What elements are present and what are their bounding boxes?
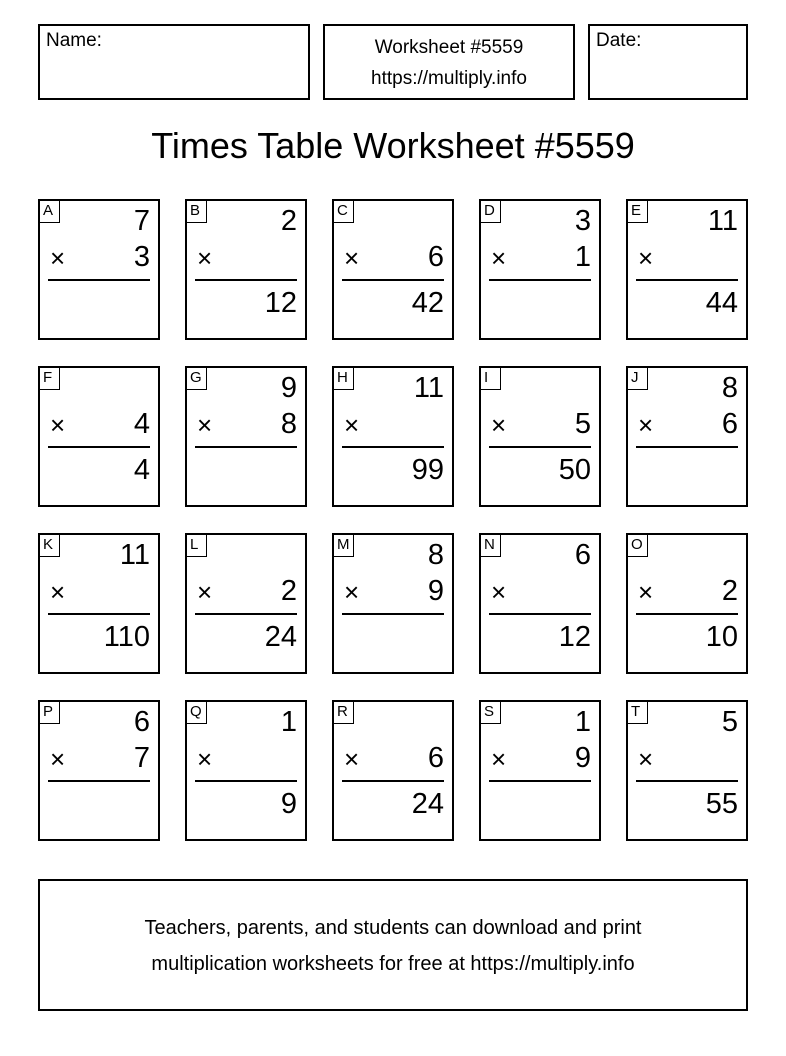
problem-card[interactable] — [479, 199, 601, 340]
name-label: Name: — [46, 30, 102, 51]
product: 99 — [411, 454, 444, 486]
problem-card[interactable] — [38, 366, 160, 507]
problem-card[interactable] — [332, 366, 454, 507]
product: 4 — [133, 454, 150, 486]
problem-card[interactable] — [185, 700, 307, 841]
problem-letter: O — [628, 535, 648, 557]
product: 44 — [705, 287, 738, 319]
problem-card[interactable] — [332, 533, 454, 674]
multiplicand: 11 — [707, 205, 738, 237]
multiplier: 6 — [427, 742, 444, 774]
problem-letter: N — [481, 535, 501, 557]
multiplier: 5 — [574, 408, 591, 440]
problem-letter: H — [334, 368, 354, 390]
multiplier: 4 — [133, 408, 150, 440]
multiplicand: 11 — [413, 372, 444, 404]
problem-letter: E — [628, 201, 648, 223]
problem-card[interactable] — [38, 533, 160, 674]
problem-letter: S — [481, 702, 501, 724]
problem-card[interactable] — [185, 533, 307, 674]
times-sign: × — [638, 410, 654, 440]
multiplicand: 7 — [133, 205, 150, 237]
multiplier: 9 — [574, 742, 591, 774]
multiplier: 9 — [427, 575, 444, 607]
multiplicand: 11 — [119, 539, 150, 571]
multiplier: 6 — [721, 408, 738, 440]
footer-line-1: Teachers, parents, and students can download and print — [144, 917, 642, 939]
answer-rule — [48, 613, 150, 615]
times-sign: × — [50, 410, 66, 440]
multiplier: 1 — [574, 241, 591, 273]
problem-letter: L — [187, 535, 207, 557]
multiplier: 3 — [133, 241, 150, 273]
multiplicand: 1 — [574, 706, 591, 738]
problem-card[interactable] — [626, 199, 748, 340]
problem-letter: C — [334, 201, 354, 223]
answer-rule — [489, 780, 591, 782]
problem-card[interactable] — [626, 533, 748, 674]
problem-card[interactable] — [332, 700, 454, 841]
answer-rule — [489, 613, 591, 615]
product: 42 — [411, 287, 444, 319]
problem-letter: T — [628, 702, 648, 724]
answer-rule — [342, 613, 444, 615]
product: 24 — [411, 788, 444, 820]
page-title: Times Table Worksheet #5559 — [151, 125, 635, 166]
problem-letter: R — [334, 702, 354, 724]
times-sign: × — [638, 744, 654, 774]
times-sign: × — [344, 744, 360, 774]
multiplier: 7 — [133, 742, 150, 774]
problem-letter: D — [481, 201, 501, 223]
problem-letter: M — [334, 535, 354, 557]
answer-rule — [342, 446, 444, 448]
times-sign: × — [491, 577, 507, 607]
product: 110 — [103, 621, 150, 653]
answer-rule — [489, 446, 591, 448]
answer-rule — [48, 446, 150, 448]
problem-card[interactable] — [479, 533, 601, 674]
answer-rule — [195, 279, 297, 281]
multiplier: 2 — [280, 575, 297, 607]
multiplier: 6 — [427, 241, 444, 273]
answer-rule — [342, 279, 444, 281]
answer-rule — [195, 780, 297, 782]
product: 50 — [558, 454, 591, 486]
problem-letter: I — [481, 368, 501, 390]
times-sign: × — [50, 577, 66, 607]
multiplicand: 8 — [721, 372, 738, 404]
answer-rule — [195, 446, 297, 448]
answer-rule — [636, 446, 738, 448]
problem-card[interactable] — [38, 700, 160, 841]
worksheet-url: https://multiply.info — [371, 68, 527, 89]
problem-letter: Q — [187, 702, 207, 724]
problem-card[interactable] — [185, 366, 307, 507]
times-sign: × — [197, 744, 213, 774]
footer-box — [38, 879, 748, 1011]
answer-rule — [636, 279, 738, 281]
multiplicand: 3 — [574, 205, 591, 237]
answer-rule — [48, 279, 150, 281]
product: 24 — [264, 621, 297, 653]
product: 10 — [705, 621, 738, 653]
times-sign: × — [491, 744, 507, 774]
times-sign: × — [344, 410, 360, 440]
problem-card[interactable] — [185, 199, 307, 340]
problem-card[interactable] — [626, 700, 748, 841]
multiplicand: 6 — [133, 706, 150, 738]
times-sign: × — [344, 577, 360, 607]
multiplicand: 8 — [427, 539, 444, 571]
footer-line-2: multiplication worksheets for free at https://multiply.info — [151, 953, 635, 975]
times-sign: × — [197, 577, 213, 607]
problem-letter: J — [628, 368, 648, 390]
problem-letter: F — [40, 368, 60, 390]
problem-card[interactable] — [479, 700, 601, 841]
multiplicand: 9 — [280, 372, 297, 404]
product: 12 — [558, 621, 591, 653]
problem-letter: B — [187, 201, 207, 223]
answer-rule — [48, 780, 150, 782]
problem-card[interactable] — [332, 199, 454, 340]
answer-rule — [636, 780, 738, 782]
problem-letter: P — [40, 702, 60, 724]
problem-card[interactable] — [479, 366, 601, 507]
worksheet-number: Worksheet #5559 — [374, 37, 524, 58]
multiplier: 2 — [721, 575, 738, 607]
answer-rule — [489, 279, 591, 281]
times-sign: × — [197, 410, 213, 440]
product: 9 — [280, 788, 297, 820]
times-sign: × — [197, 243, 213, 273]
problem-letter: A — [40, 201, 60, 223]
problem-card[interactable] — [626, 366, 748, 507]
answer-rule — [342, 780, 444, 782]
multiplicand: 2 — [280, 205, 297, 237]
multiplier: 8 — [280, 408, 297, 440]
times-sign: × — [638, 243, 654, 273]
times-sign: × — [491, 243, 507, 273]
problem-letter: K — [40, 535, 60, 557]
times-sign: × — [50, 243, 66, 273]
answer-rule — [636, 613, 738, 615]
multiplicand: 1 — [280, 706, 297, 738]
multiplicand: 5 — [721, 706, 738, 738]
product: 12 — [264, 287, 297, 319]
product: 55 — [705, 788, 738, 820]
problem-letter: G — [187, 368, 207, 390]
multiplicand: 6 — [574, 539, 591, 571]
times-sign: × — [491, 410, 507, 440]
times-sign: × — [344, 243, 360, 273]
times-sign: × — [638, 577, 654, 607]
date-label: Date: — [596, 30, 642, 51]
times-sign: × — [50, 744, 66, 774]
answer-rule — [195, 613, 297, 615]
problem-card[interactable] — [38, 199, 160, 340]
